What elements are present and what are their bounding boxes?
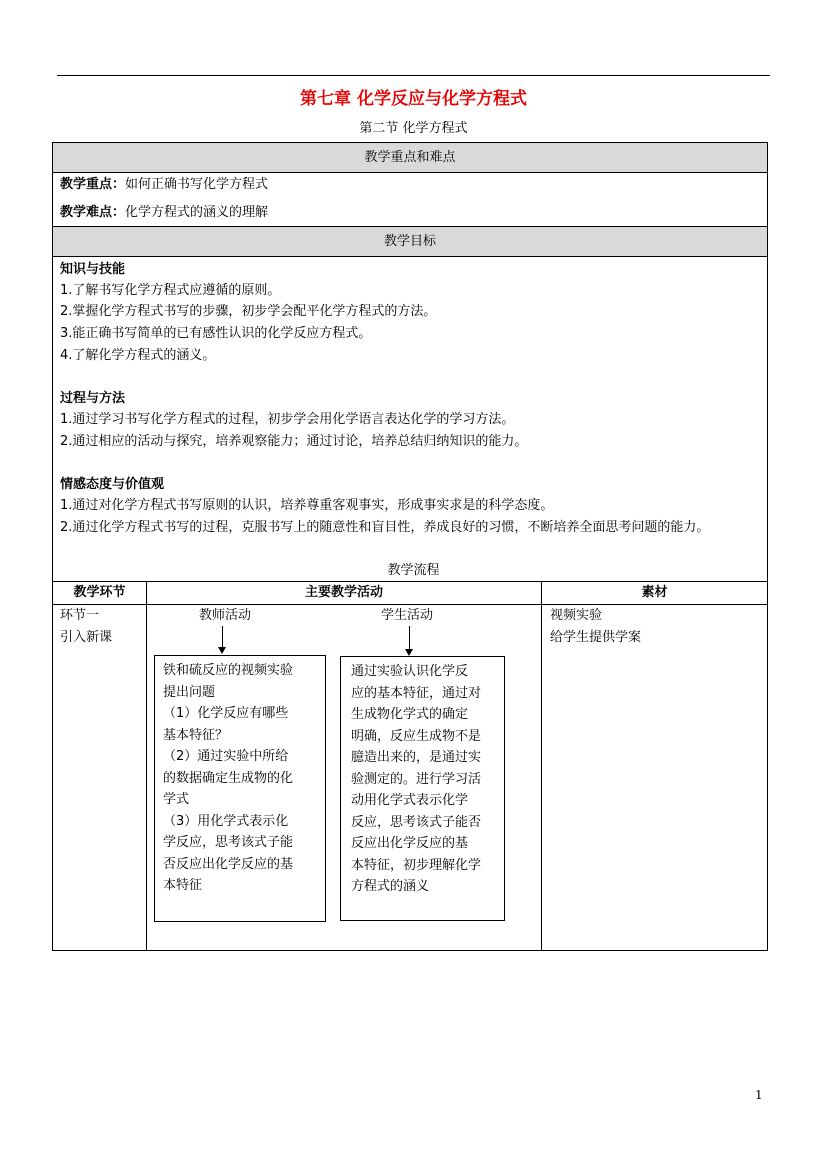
student-box-line: 本特征，初步理解化学 — [351, 857, 482, 873]
knowledge-item: 1.了解书写化学方程式应遵循的原则。 — [60, 283, 281, 298]
teacher-box-line: （3）用化学式表示化 — [163, 813, 289, 829]
teacher-activity-label: 教师活动 — [199, 608, 252, 623]
attitude-item: 2.通过化学方程式书写的过程，克服书写上的随意性和盲目性，养成良好的习惯，不断培养全面思考问题的能力。 — [60, 520, 710, 535]
teacher-box-line: （2）通过实验中所给 — [163, 749, 289, 764]
student-box-line: 臆造出来的，是通过实 — [351, 750, 482, 765]
teacher-box-line: 否反应出化学反应的基 — [163, 856, 294, 872]
student-activity-box — [340, 656, 505, 921]
teacher-box-line: 提出问题 — [163, 684, 216, 700]
flow-title: 教学流程 — [387, 563, 440, 578]
col-header-materials: 素材 — [541, 581, 768, 605]
difficulty-text: 化学方程式的涵义的理解 — [125, 205, 269, 220]
focus-text: 如何正确书写化学方程式 — [125, 177, 269, 192]
objectives-header: 教学目标 — [52, 226, 768, 257]
difficulty-label: 教学难点： — [60, 205, 126, 220]
knowledge-heading: 知识与技能 — [60, 262, 126, 277]
teacher-activity-box — [154, 655, 326, 922]
page-number: 1 — [755, 1088, 763, 1102]
student-box-line: 验测定的。进行学习活 — [351, 771, 482, 787]
teacher-box-line: 的数据确定生成物的化 — [163, 770, 294, 786]
teacher-arrow-shaft — [222, 626, 223, 648]
student-box-line: 明确，反应生成物不是 — [351, 728, 482, 744]
focus-label: 教学重点： — [60, 177, 126, 192]
teacher-box-line: 学式 — [163, 792, 190, 807]
student-box-line: 通过实验认识化学反 — [351, 664, 469, 679]
teacher-box-line: （1）化学反应有哪些 — [163, 706, 289, 721]
process-item: 1.通过学习书写化学方程式的过程，初步学会用化学语言表达化学的学习方法。 — [60, 412, 515, 427]
student-box-line: 动用化学式表示化学 — [351, 793, 469, 808]
process-heading: 过程与方法 — [60, 391, 126, 406]
knowledge-item: 2.掌握化学方程式书写的步骤，初步学会配平化学方程式的方法。 — [60, 304, 437, 319]
stage-name: 引入新课 — [60, 630, 113, 645]
stage-cell — [52, 604, 147, 951]
teacher-box-line: 本特征 — [163, 878, 203, 893]
knowledge-item: 3.能正确书写简单的已有感性认识的化学反应方程式。 — [60, 326, 372, 341]
stage-number: 环节一 — [60, 608, 100, 623]
materials-cell — [541, 604, 768, 951]
student-activity-label: 学生活动 — [381, 608, 434, 623]
student-box-line: 反应，思考该式子能否 — [351, 814, 482, 830]
key-points-header: 教学重点和难点 — [52, 142, 768, 173]
student-box-line: 反应出化学反应的基 — [351, 836, 469, 851]
teacher-box-line: 铁和硫反应的视频实验 — [163, 663, 294, 678]
teacher-arrow-icon — [218, 647, 226, 654]
teaching-difficulty — [60, 202, 268, 223]
attitude-item: 1.通过对化学方程式书写原则的认识，培养尊重客观事实，形成事实求是的科学态度。 — [60, 498, 554, 513]
student-box-line: 生成物化学式的确定 — [351, 707, 469, 722]
teaching-focus — [60, 174, 268, 195]
attitude-heading: 情感态度与价值观 — [60, 477, 165, 492]
knowledge-item: 4.了解化学方程式的涵义。 — [60, 348, 216, 363]
teacher-box-line: 学反应，思考该式子能 — [163, 835, 294, 850]
student-box-line: 方程式的涵义 — [351, 879, 430, 894]
student-arrow-icon — [405, 649, 413, 656]
header-rule — [57, 75, 770, 76]
student-arrow-shaft — [409, 626, 410, 650]
material-item: 视频实验 — [550, 608, 603, 623]
col-header-activities: 主要教学活动 — [146, 581, 542, 605]
section-title: 第二节 化学方程式 — [359, 121, 468, 136]
material-item: 给学生提供学案 — [550, 630, 642, 645]
process-item: 2.通过相应的活动与探究，培养观察能力；通过讨论，培养总结归纳知识的能力。 — [60, 434, 528, 449]
student-box-line: 应的基本特征，通过对 — [351, 685, 482, 701]
col-header-stage: 教学环节 — [52, 581, 147, 605]
chapter-title: 第七章 化学反应与化学方程式 — [300, 89, 527, 109]
teacher-box-line: 基本特征？ — [163, 727, 229, 743]
